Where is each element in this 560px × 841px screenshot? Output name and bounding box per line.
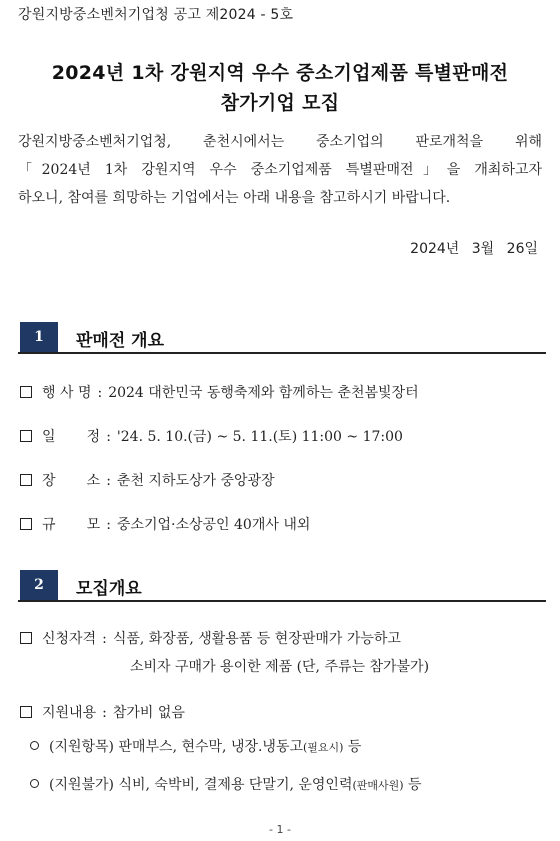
section-title: 모집개요 — [76, 579, 142, 599]
document-title-line1: 2024년 1차 강원지역 우수 중소기업제품 특별판매전 — [51, 62, 509, 84]
item-value: 식품, 화장품, 생활용품 등 현장판매가 가능하고 — [112, 631, 401, 647]
section-title: 판매전 개요 — [76, 331, 165, 351]
item-value: '24. 5. 10.(금) ~ 5. 11.(토) 11:00 ~ 17:00 — [116, 429, 403, 445]
item-key: 지원내용 — [42, 705, 97, 721]
section-header-recruitment — [18, 570, 546, 602]
overview-item-event-name: 행 사 명 : 2024 대한민국 동행축제와 함께하는 춘천봄빛장터 — [20, 382, 419, 402]
item-value: 참가비 없음 — [112, 705, 185, 721]
item-key: 신청자격 — [42, 631, 97, 647]
document-title-line2: 참가기업 모집 — [220, 92, 340, 114]
section-number: 2 — [20, 570, 58, 600]
recruitment-item-eligibility: 신청자격 : 식품, 화장품, 생활용품 등 현장판매가 가능하고 — [20, 628, 401, 648]
page-number: - 1 - — [269, 823, 291, 836]
checkbox-square-icon — [20, 386, 32, 398]
circle-bullet-icon — [30, 741, 39, 750]
item-value: 춘천 지하도상가 중앙광장 — [116, 473, 275, 489]
eligibility-value-line2: 소비자 구매가 용이한 제품 (단, 주류는 참가불가) — [130, 659, 430, 675]
overview-item-location: 장 소 : 춘천 지하도상가 중앙광장 — [20, 470, 275, 490]
support-item-excluded: (지원불가) 식비, 숙박비, 결제용 단말기, 운영인력(판매사원) 등 — [30, 774, 422, 794]
overview-item-schedule: 일 정 : '24. 5. 10.(금) ~ 5. 11.(토) 11:00 ~ 17:00 — [20, 426, 403, 446]
checkbox-square-icon — [20, 430, 32, 442]
checkbox-square-icon — [20, 518, 32, 530]
overview-item-scale: 규 모 : 중소기업·소상공인 40개사 내외 — [20, 514, 310, 534]
item-value: 중소기업·소상공인 40개사 내외 — [116, 517, 311, 533]
item-key: 행 사 명 — [42, 385, 92, 401]
intro-line2: 「2024년 1차 강원지역 우수 중소기업제품 특별판매전」을 개최하고자 — [18, 162, 542, 178]
notice-number: 강원지방중소벤처기업청 공고 제2024 - 5호 — [18, 7, 294, 23]
circle-bullet-icon — [30, 779, 39, 788]
announcement-date: 2024년 3월 26일 — [410, 241, 538, 257]
section-number: 1 — [20, 322, 58, 352]
item-key: 규 모 — [42, 517, 101, 533]
checkbox-square-icon — [20, 474, 32, 486]
checkbox-square-icon — [20, 632, 32, 644]
checkbox-square-icon — [20, 706, 32, 718]
intro-line1: 강원지방중소벤처기업청, 춘천시에서는 중소기업의 판로개척을 위해 — [18, 134, 542, 150]
item-value: 2024 대한민국 동행축제와 함께하는 춘천봄빛장터 — [108, 385, 419, 401]
section-header-overview — [18, 322, 546, 354]
support-item-included: (지원항목) 판매부스, 현수막, 냉장.냉동고(필요시) 등 — [30, 736, 361, 756]
recruitment-item-support: 지원내용 : 참가비 없음 — [20, 702, 185, 722]
item-key: 장 소 — [42, 473, 101, 489]
item-key: 일 정 — [42, 429, 101, 445]
intro-line3: 하오니, 참여를 희망하는 기업에서는 아래 내용을 참고하시기 바랍니다. — [18, 190, 451, 206]
